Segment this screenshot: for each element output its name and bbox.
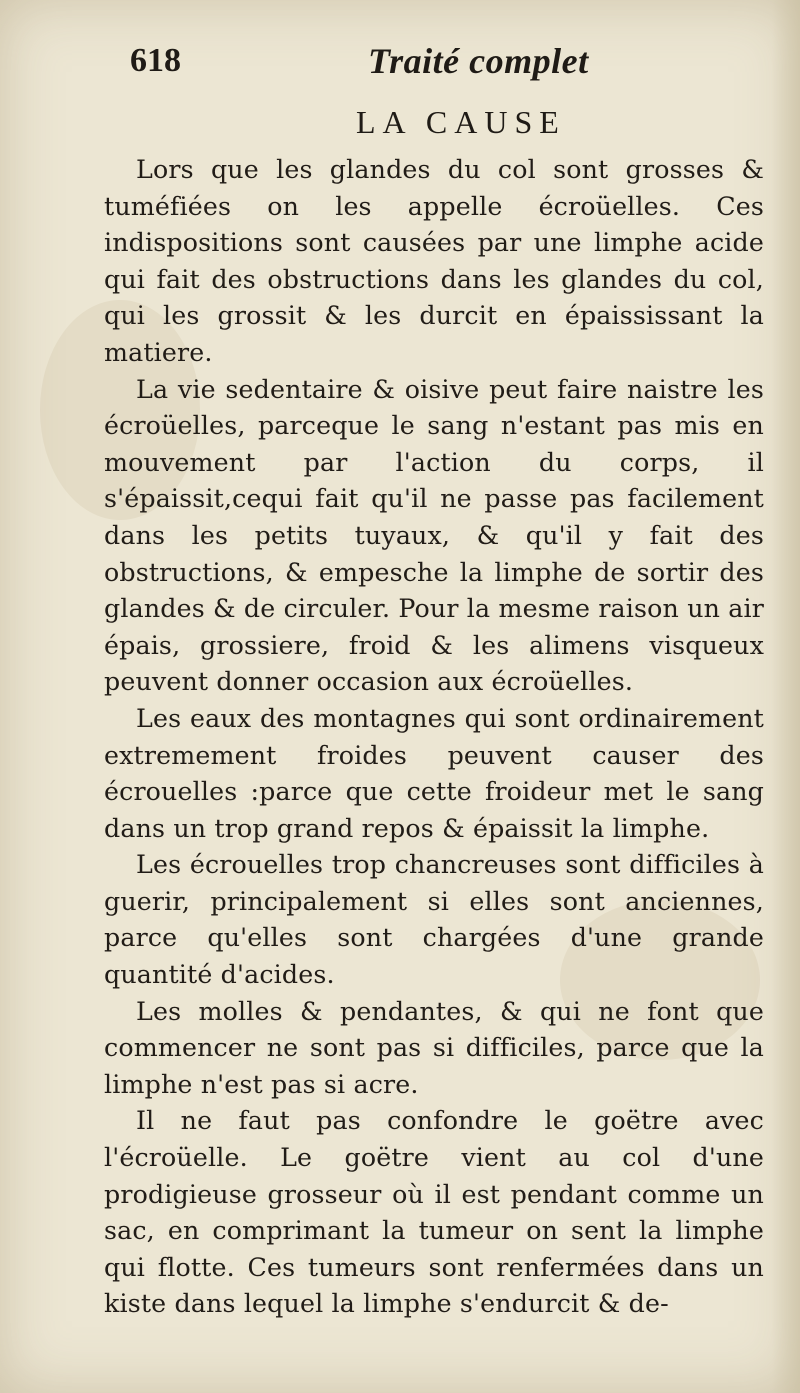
paragraph: Il ne faut pas confondre le goëtre avec l'écroüelle. Le goëtre vient au col d'une prodigieuse grosseur où il est pendant comme un sac, en comprimant la tumeur on sent la limphe qui flotte. Ces tumeurs sont renfermées dans un kiste dans lequel la limphe s'endurcit & de- xyxy=(104,1106,764,1319)
paragraph: Les eaux des montagnes qui sont ordinairement extremement froides peuvent causer des écrouelles :parce que cette froideur met le sang dans un trop grand repos & épaissit la limphe. xyxy=(104,703,764,843)
running-head xyxy=(130,42,770,92)
paragraph: La vie sedentaire & oisive peut faire naistre les écroüelles, parceque le sang n'estant pas mis en mouvement par l'action du corps, il s'épaissit,cequi fait qu'il ne passe pas facilement dans les petits tuyaux, & qu'il y fait des obstructions, & empesche la limphe de sortir des glandes & de circuler. Pour la mesme raison un air épais, grossiere, froid & les alimens visqueux peuvent donner occasion aux écroüelles. xyxy=(104,374,764,697)
paragraph: Les écrouelles trop chancreuses sont difficiles à guerir, principalement si elles sont anciennes, parce qu'elles sont chargées d'une grande quantité d'acides. xyxy=(104,850,764,990)
section-heading: LA CAUSE xyxy=(356,104,566,140)
page-edge-shadow xyxy=(772,0,800,1393)
page-number: 618 xyxy=(130,42,181,79)
paragraph: Lors que les glandes du col sont grosses & tuméfiées on les appelle écroüelles. Ces indispositions sont causées par une limphe acide qui fait des obstructions dans les glandes du col, qui les grossit & les durcit en épaississant la matiere. xyxy=(104,155,764,367)
paragraph: Les molles & pendantes, & qui ne font que commencer ne sont pas si difficiles, parce que la limphe n'est pas si acre. xyxy=(104,996,764,1099)
running-title: Traité complet xyxy=(368,41,589,81)
body-text xyxy=(104,152,764,1323)
